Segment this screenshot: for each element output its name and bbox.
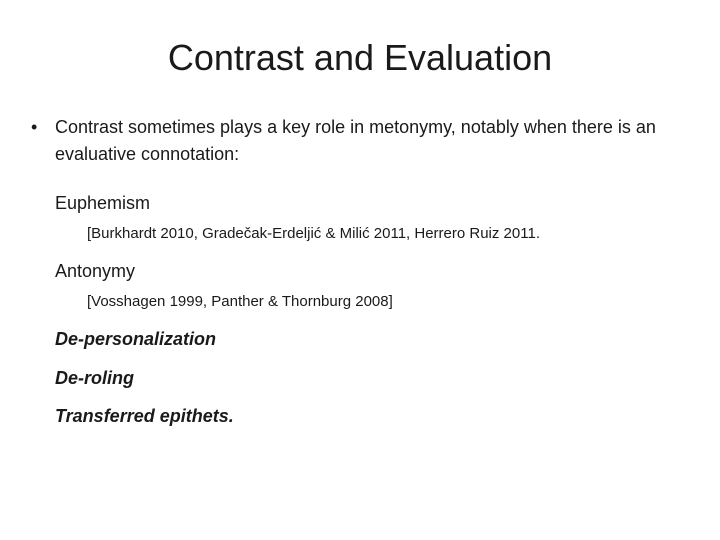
slide-title: Contrast and Evaluation — [167, 37, 553, 78]
item-antonymy: Antonymy — [55, 261, 136, 281]
item-de-roling: De-roling — [55, 368, 134, 388]
bullet-marker: • — [31, 117, 38, 137]
item-transferred-epithets: Transferred epithets. — [55, 406, 234, 426]
bullet-text: Contrast sometimes plays a key role in metonymy, notably when there is an evaluative connotation: — [55, 117, 656, 164]
item-euphemism: Euphemism — [55, 193, 151, 213]
reference-euphemism: [Burkhardt 2010, Gradečak-Erdeljić & Milić 2011, Herrero Ruiz 2011. — [87, 225, 540, 242]
item-de-personalization: De-personalization — [55, 329, 217, 349]
reference-antonymy: [Vosshagen 1999, Panther & Thornburg 2008] — [87, 293, 393, 310]
